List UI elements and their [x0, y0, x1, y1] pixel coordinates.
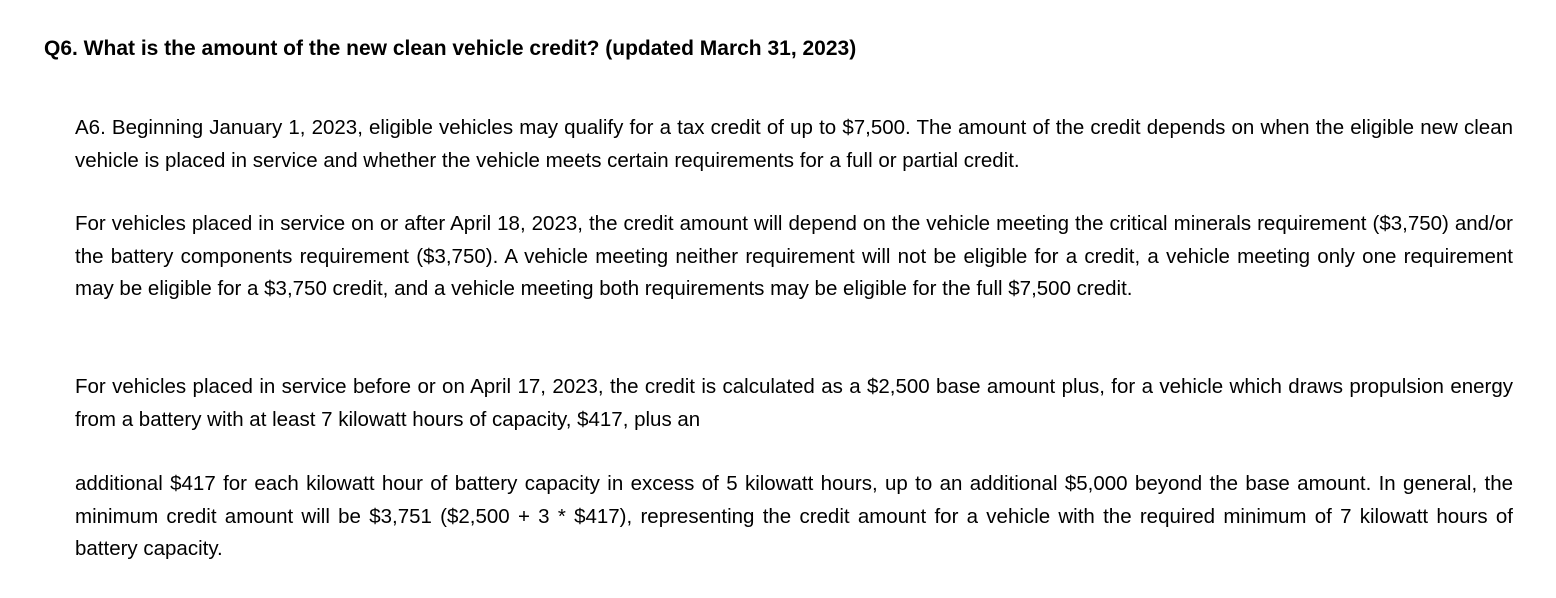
answer-paragraph-1: A6. Beginning January 1, 2023, eligible vehicles may qualify for a tax credit of up to $7,500. The amount of the credit depends on when the eligible new clean vehicle is placed in service and whether the vehicle meets certain requirements for a full or partial credit.	[75, 116, 1513, 172]
answer-paragraph-2: For vehicles placed in service on or after April 18, 2023, the credit amount will depend on the vehicle meeting the critical minerals requirement ($3,750) and/or the battery components requirement ($3,750). A vehicle meeting neither requirement will not be eligible for a credit, a vehicle meeting only one requirement may be eligible for a $3,750 credit, and a vehicle meeting both requirements may be eligible for the full $7,500 credit.	[75, 212, 1513, 301]
answer-paragraph-4: additional $417 for each kilowatt hour of battery capacity in excess of 5 kilowatt hours, up to an additional $5,000 beyond the base amount. In general, the minimum credit amount will be $3,751 ($2,500 + 3 * $417), representing the credit amount for a vehicle with the required minimum of 7 kilowatt hours of battery capacity.	[75, 472, 1513, 561]
question-heading: Q6. What is the amount of the new clean vehicle credit? (updated March 31, 2023)	[44, 37, 857, 60]
answer-paragraph-3: For vehicles placed in service before or on April 17, 2023, the credit is calculated as a $2,500 base amount plus, for a vehicle which draws propulsion energy from a battery with at least 7 kilowatt hours of capacity, $417, plus an	[75, 375, 1513, 431]
